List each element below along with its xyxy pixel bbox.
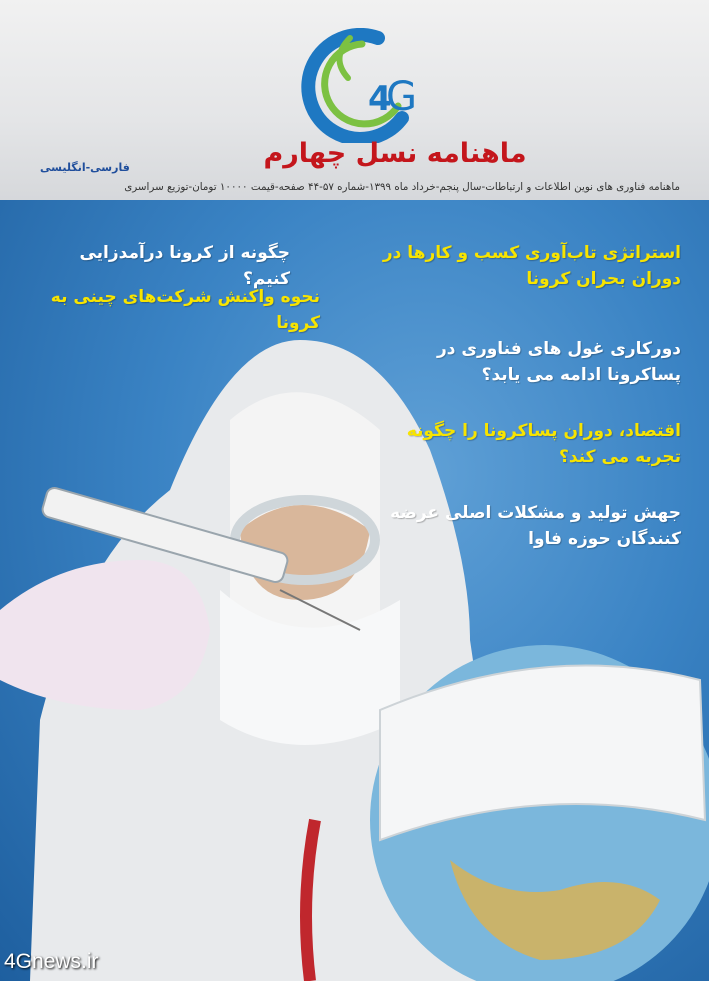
- svg-text:G: G: [386, 74, 417, 120]
- magazine-logo: [290, 28, 430, 143]
- issue-info: ماهنامه فناوری های نوین اطلاعات و ارتباطات-سال پنجم-خرداد ماه ۱۳۹۹-شماره ۵۷-۴۴ صفحه-قیمت ۱۰۰۰۰ تومان-توزیع سراسری: [124, 181, 680, 193]
- headline-right-1: استراتژی تاب‌آوری کسب و کارها در دوران بحران کرونا: [382, 243, 681, 289]
- cover-photo-illustration: [0, 300, 709, 981]
- headline-left-1: چگونه از کرونا درآمدزایی کنیم؟: [79, 243, 290, 289]
- headline-right-3: اقتصاد، دوران پساکرونا را چگونه تجربه می کند؟: [406, 421, 681, 467]
- cover-header: [0, 0, 709, 200]
- headline-right-2: دورکاری غول های فناوری در پساکرونا ادامه می یابد؟: [436, 339, 681, 385]
- language-label: فارسی-انگلیسی: [40, 161, 130, 174]
- headline-right-4: جهش تولید و مشکلات اصلی عرضه کنندگان حوزه فاوا: [390, 503, 681, 549]
- headline-left-2: نحوه واکنش شرکت‌های چینی به کرونا: [50, 287, 320, 333]
- magazine-title: ماهنامه نسل چهارم: [263, 138, 527, 169]
- site-watermark: 4Gnews.ir: [4, 950, 99, 973]
- svg-text:4: 4: [368, 79, 392, 119]
